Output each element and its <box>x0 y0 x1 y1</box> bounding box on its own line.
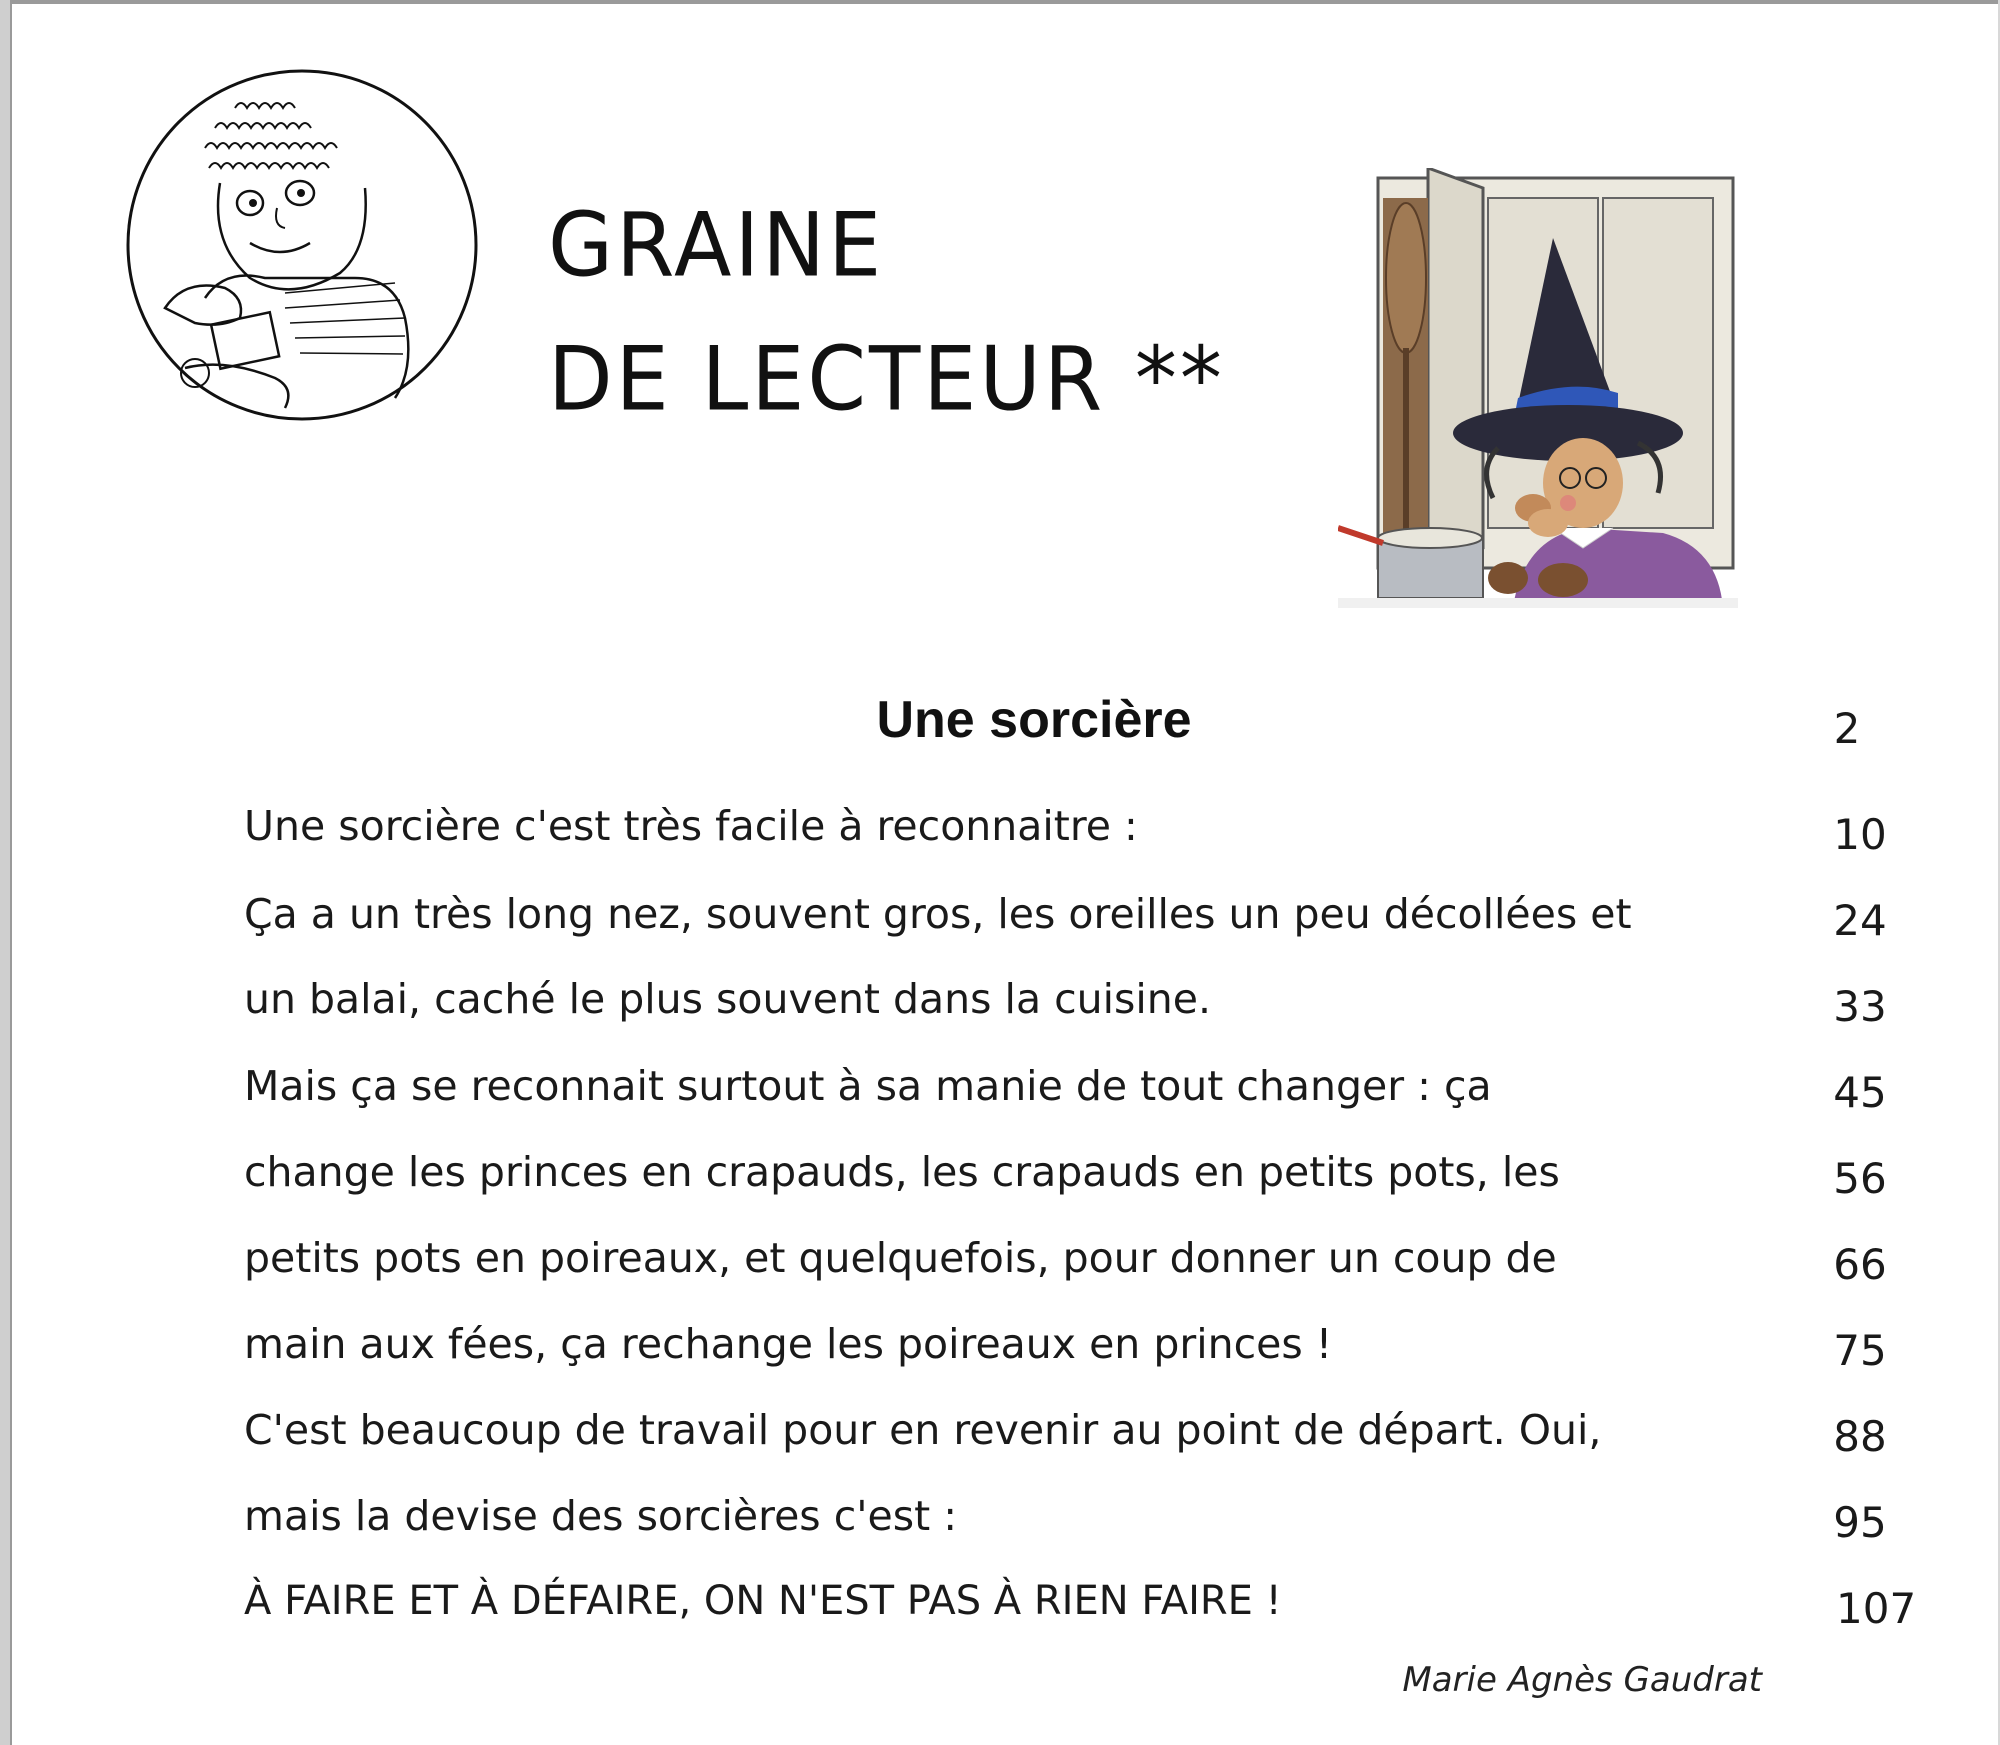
word-count: 107 <box>1836 1584 1917 1633</box>
author-name: Marie Agnès Gaudrat <box>1402 1660 1762 1700</box>
story-title-word-count: 2 <box>1833 704 1861 753</box>
word-count: 33 <box>1833 982 1887 1031</box>
story-line: mais la devise des sorcières c'est : <box>244 1492 958 1540</box>
word-count: 66 <box>1833 1240 1887 1289</box>
story-title: Une sorcière <box>876 691 1192 749</box>
window-left-border <box>0 0 12 1745</box>
story-line: Mais ça se reconnait surtout à sa manie de tout changer : ça <box>244 1062 1492 1110</box>
window-top-border <box>0 0 2000 4</box>
story-line: un balai, caché le plus souvent dans la cuisine. <box>244 975 1212 1023</box>
witch-peeling-potatoes-illustration <box>1338 168 1738 608</box>
word-count: 10 <box>1833 810 1887 859</box>
story-line: Une sorcière c'est très facile à reconnaitre : <box>244 802 1138 850</box>
word-count: 45 <box>1833 1068 1887 1117</box>
story-line: main aux fées, ça rechange les poireaux en princes ! <box>244 1320 1333 1368</box>
story-line: Ça a un très long nez, souvent gros, les oreilles un peu décollées et <box>244 890 1632 938</box>
story-line: change les princes en crapauds, les crapauds en petits pots, les <box>244 1148 1560 1196</box>
word-count: 56 <box>1833 1154 1887 1203</box>
reader-boy-logo-icon <box>125 68 479 422</box>
word-count: 24 <box>1833 896 1887 945</box>
story-line-motto: À FAIRE ET À DÉFAIRE, ON N'EST PAS À RIEN FAIRE ! <box>244 1578 1282 1624</box>
word-count: 88 <box>1833 1412 1887 1461</box>
word-count: 75 <box>1833 1326 1887 1375</box>
word-count: 95 <box>1833 1498 1887 1547</box>
header-title-line1: GRAINE <box>548 193 885 297</box>
story-line: C'est beaucoup de travail pour en revenir au point de départ. Oui, <box>244 1406 1602 1454</box>
story-line: petits pots en poireaux, et quelquefois, pour donner un coup de <box>244 1234 1557 1282</box>
header-title-line2: DE LECTEUR ** <box>548 327 1225 431</box>
